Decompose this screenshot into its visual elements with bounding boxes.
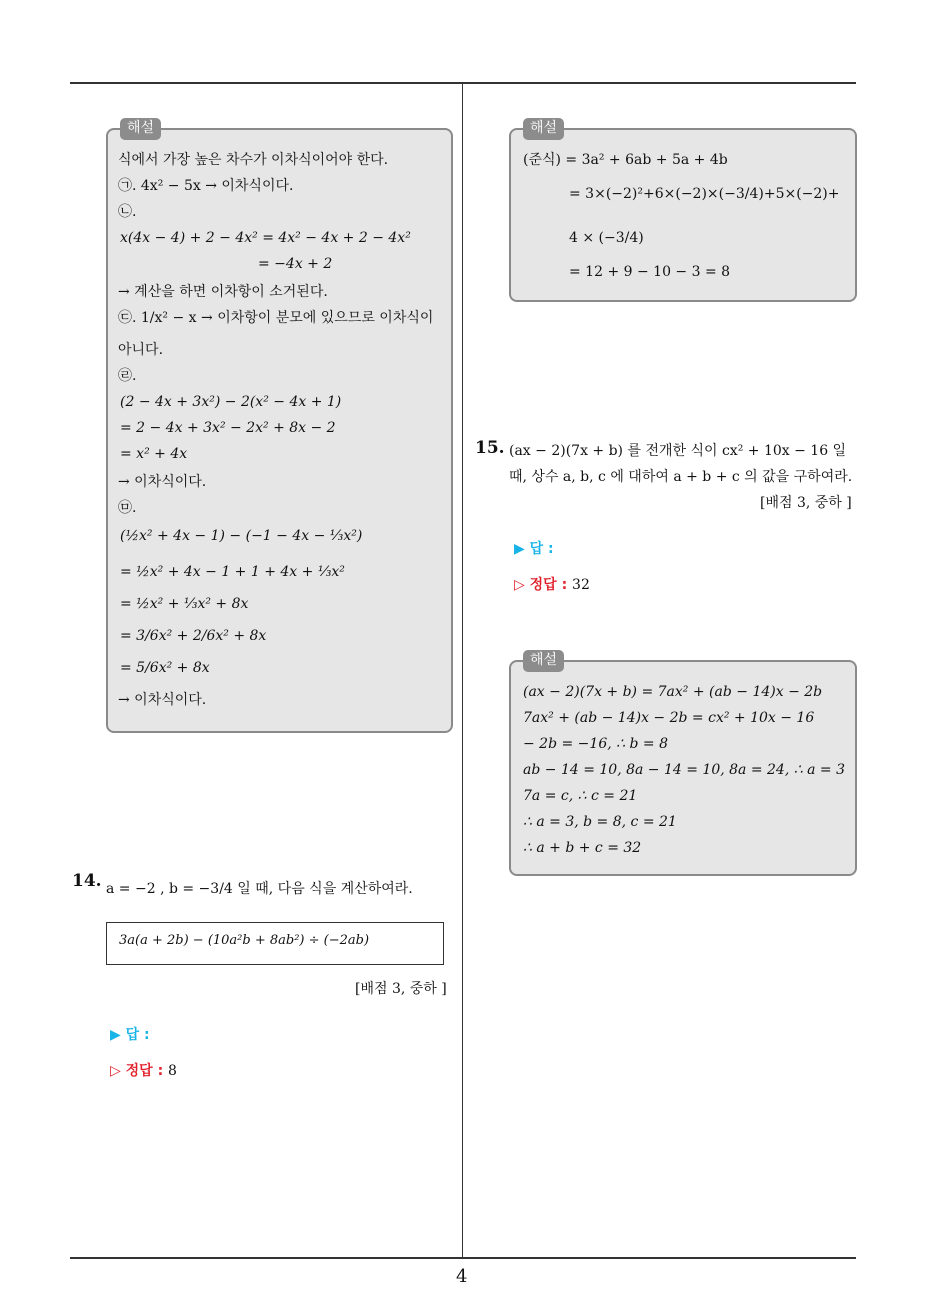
solution-line: ㉡. [118, 204, 137, 220]
correct-label: ▷ 정답 : [514, 577, 568, 593]
solution-line: 식에서 가장 높은 차수가 이차식이어야 한다. [118, 152, 389, 168]
solution-line: = 2 − 4x + 3x² − 2x² + 8x − 2 [120, 420, 336, 436]
solution-line: = 3/6x² + 2/6x² + 8x [120, 628, 267, 644]
expression-text: 3a(a + 2b) − (10a²b + 8ab²) ÷ (−2ab) [119, 933, 370, 948]
solution-line: ㉣. [118, 368, 137, 384]
solution-line: ㉠. 4x² − 5x → 이차식이다. [118, 178, 294, 194]
solution-tag: 해설 [523, 650, 564, 672]
expression-box [106, 922, 444, 965]
correct-answer [110, 1060, 177, 1080]
correct-answer [514, 574, 590, 594]
solution-line: → 이차식이다. [118, 692, 207, 708]
question-text: a = −2 , b = −3/4 일 때, 다음 식을 계산하여라. [106, 881, 413, 897]
solution-line: ∴ a = 3, b = 8, c = 21 [523, 814, 677, 830]
solution-line: ㉢. 1/x² − x → 이차항이 분모에 있으므로 이차식이 [118, 310, 434, 326]
solution-tag: 해설 [523, 118, 564, 140]
page-number: 4 [456, 1266, 468, 1287]
solution-line: = ½x² + ⅓x² + 8x [120, 596, 249, 612]
solution-tag: 해설 [120, 118, 161, 140]
solution-line: 아니다. [118, 342, 164, 358]
solution-line: (½x² + 4x − 1) − (−1 − 4x − ⅓x²) [120, 528, 363, 544]
solution-line: = 12 + 9 − 10 − 3 = 8 [569, 264, 731, 280]
solution-line: 7ax² + (ab − 14)x − 2b = cx² + 10x − 16 [523, 710, 815, 726]
score-label: [배점 3, 중하 ] [760, 495, 852, 511]
solution-line: (2 − 4x + 3x²) − 2(x² − 4x + 1) [120, 394, 342, 410]
correct-label: ▷ 정답 : [110, 1063, 164, 1079]
left-solution-box [106, 120, 453, 733]
question-text-line1: (ax − 2)(7x + b) 를 전개한 식이 cx² + 10x − 16 일 [509, 443, 847, 459]
solution-line: = −4x + 2 [258, 256, 333, 272]
solution-line: ab − 14 = 10, 8a − 14 = 10, 8a = 24, ∴ a = 3 [523, 762, 845, 778]
correct-value: 8 [168, 1063, 177, 1079]
solution-line: 4 × (−3/4) [569, 230, 644, 246]
solution-line: → 계산을 하면 이차항이 소거된다. [118, 284, 328, 300]
score-label: [배점 3, 중하 ] [355, 981, 447, 997]
question-number: 14. [72, 871, 102, 891]
question-text-line2: 때, 상수 a, b, c 에 대하여 a + b + c 의 값을 구하여라. [509, 469, 853, 485]
solution-line: (ax − 2)(7x + b) = 7ax² + (ab − 14)x − 2b [523, 684, 823, 700]
answer-label: ▶ 답 : [110, 1027, 150, 1043]
solution-line: = 5/6x² + 8x [120, 660, 210, 676]
solution-line: (준식) = 3a² + 6ab + 5a + 4b [523, 152, 728, 168]
solution-line: ㉤. [118, 500, 137, 516]
question-number: 15. [475, 438, 505, 458]
solution-line: = 3×(−2)²+6×(−2)×(−3/4)+5×(−2)+ [569, 186, 840, 202]
solution-line: = x² + 4x [120, 446, 188, 462]
bottom-rule [70, 1257, 856, 1259]
column-divider [462, 84, 463, 1257]
solution-line: → 이차식이다. [118, 474, 207, 490]
solution-line: 7a = c, ∴ c = 21 [523, 788, 638, 804]
top-rule [70, 82, 856, 84]
correct-value: 32 [572, 577, 590, 593]
solution-line: = ½x² + 4x − 1 + 1 + 4x + ⅓x² [120, 564, 345, 580]
solution-line: ∴ a + b + c = 32 [523, 840, 642, 856]
answer-label: ▶ 답 : [514, 541, 554, 557]
right-solution-box-2 [509, 652, 857, 876]
solution-line: − 2b = −16, ∴ b = 8 [523, 736, 668, 752]
right-solution-box-1 [509, 120, 857, 302]
solution-line: x(4x − 4) + 2 − 4x² = 4x² − 4x + 2 − 4x² [120, 230, 411, 246]
